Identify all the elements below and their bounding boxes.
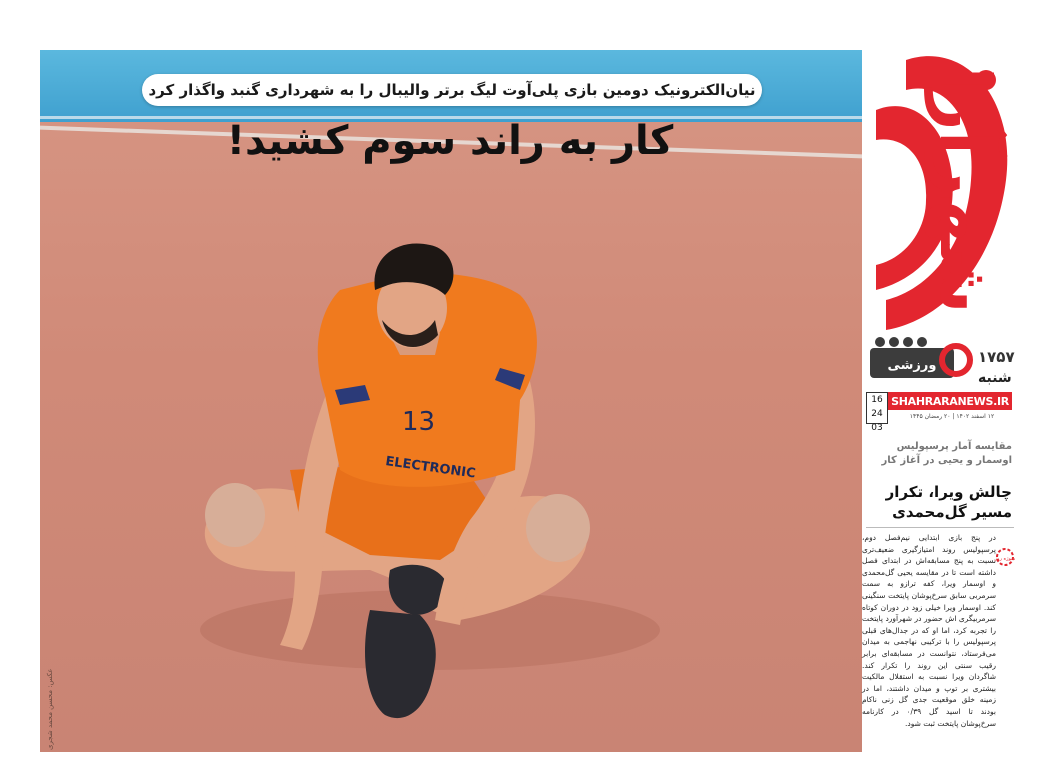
logo-text: شهرآرا bbox=[924, 66, 1006, 314]
varzeshi-brand-icon bbox=[866, 332, 976, 392]
brand-text: ورزشی bbox=[887, 358, 937, 373]
sidebar-title: چالش ویرا، تکرار مسیر گل‌محمدی bbox=[885, 483, 1012, 521]
badge-text: سوژه روز bbox=[994, 556, 1016, 562]
issue-number: ۱۷۵۷ bbox=[978, 348, 1015, 366]
sidebar-teaser: مقایسه آمار پرسپولیس اوسمار و یحیی در آغاز کار bbox=[881, 441, 1012, 466]
date-day: 16 bbox=[871, 395, 883, 405]
date-month: 24 03 bbox=[871, 409, 883, 433]
website-link[interactable]: SHAHRARANEWS.IR bbox=[888, 392, 1012, 410]
weekday: شنبه bbox=[978, 370, 1012, 386]
topic-of-day-badge bbox=[996, 534, 1014, 580]
jersey-sponsor: ELECTRONIC bbox=[384, 454, 477, 482]
shahrara-logo bbox=[866, 30, 1016, 330]
cover-photo bbox=[40, 50, 862, 752]
photo-credit: عکس: محسن محمد شجری bbox=[46, 668, 54, 750]
date-box bbox=[866, 392, 888, 433]
date-line: ۱۲ اسفند ۱۴۰۲ | ۲۰ رمضان ۱۴۴۵ bbox=[909, 413, 995, 420]
masthead-sidebar bbox=[862, 0, 1049, 761]
jersey-number: 13 bbox=[402, 407, 436, 437]
headline: کار به راند سوم کشید! bbox=[226, 118, 674, 164]
divider bbox=[866, 527, 1014, 528]
sidebar-body: در پنج بازی ابتدایی نیم‌فصل دوم، پرسپولیس روند امتیازگیری ضعیف‌تری نسبت به پنج مسابقه‌اش در ابتدای فصل داشته است تا در مقایسه یحیی گل‌محمدی و اوسمار ویرا، کفه ترازو به سمت سرمربی سابق سرخ‌پوشان پایتخت سنگینی کند. اوسمار ویرا خیلی زود در دوران کوتاه سرمربیگری اش حضور در شهرآورد پایتخت را تجربه کرد، اما او که در جدال‌های قبلی پرسپولیس را با ترکیبی نهاجمی به میدان می‌فرستاد، نتوانست در مسابقه‌ای برابر رقیب سنتی این روند را تکرار کند. شاگردان ویرا نسبت به استقلال مالکیت بیشتری بر توپ و میدان داشتند، اما در زمینه خلق موقعیت جدی گل زنی ناکام بودند تا اسید گل ۰/۳۹ در کارنامه سرخ‌پوشان پایتخت ثبت شود. bbox=[862, 533, 996, 728]
subheadline: نیان‌الکترونیک دومین بازی پلی‌آوت لیگ برتر والیبال را به شهرداری گنبد واگذار کرد bbox=[142, 74, 762, 106]
